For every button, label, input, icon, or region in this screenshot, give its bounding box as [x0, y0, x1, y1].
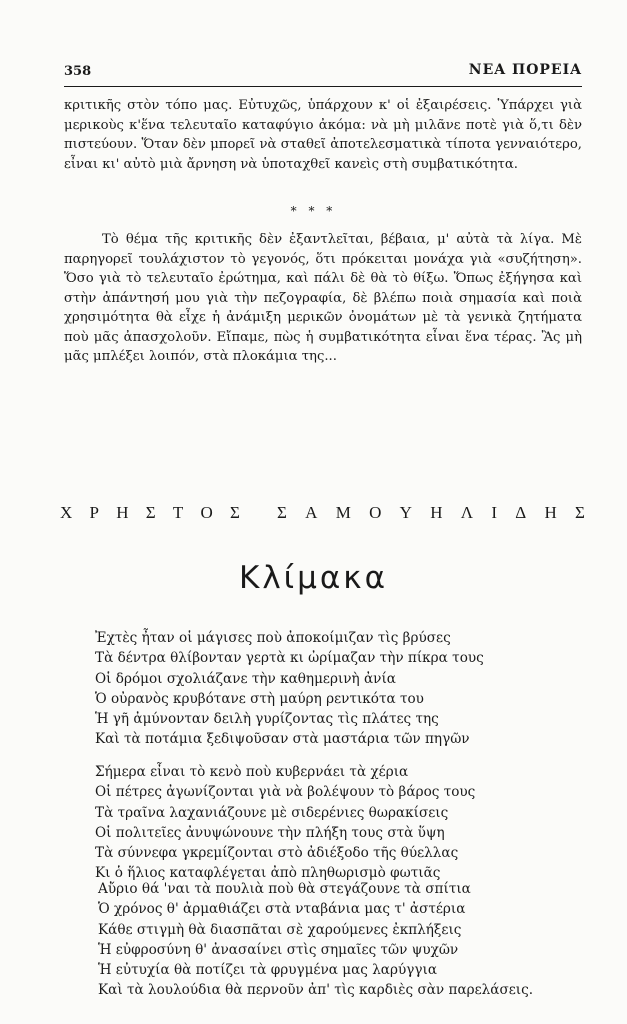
poem-stanza-2: [95, 762, 595, 884]
author-letter: Χ: [60, 503, 73, 522]
author-letter: Υ: [399, 503, 412, 522]
author-letter: Η: [116, 503, 129, 522]
poem-line: Ἐχτὲς ἦταν οἱ μάγισες ποὺ ἀποκοίμιζαν τὶς βρύσες: [95, 630, 451, 646]
author-letter: Η: [430, 503, 443, 522]
paragraph-text: Τὸ θέμα τῆς κριτικῆς δὲν ἐξαντλεῖται, βέβαια, μ' αὐτὰ τὰ λίγα. Μὲ παρηγορεῖ τουλάχιστον τὸ γεγονός, ὅτι πρόκειται μονάχα γιὰ «συζήτηση». Ὅσο γιὰ τὸ τελευταῖο ἐρώτημα, καὶ πάλι δὲ θὰ τὸ θίξω. Ὅπως ἐξήγησα καὶ στὴν ἀπάντησή μου γιὰ τὴν πεζογραφία, δὲ βλέπω ποιὰ σημασία καὶ ποιὰ χρησιμότητα θὰ εἶχε ἡ ἀνάμιξη μερικῶν ὀνομάτων μὲ τὰ γενικὰ ζητήματα ποὺ μᾶς ἀπασχολοῦν. Εἴπαμε, πὼς ἡ συμβατικότητα εἶναι ἕνα τέρας. Ἂς μὴ μᾶς μπλέξει λοιπόν, στὰ πλοκάμια της...: [64, 232, 582, 364]
poem-line: Ἡ εὐφροσύνη θ' ἀνασαίνει στὶς σημαῖες τῶν ψυχῶν: [98, 941, 459, 958]
author-letter: Δ: [515, 503, 527, 522]
poem-line: Καὶ τὰ ποτάμια ξεδιψοῦσαν στὰ μαστάρια τῶν πηγῶν: [95, 731, 470, 748]
paragraph-text: κριτικῆς στὸν τόπο μας. Εὐτυχῶς, ὑπάρχουν κ' οἱ ἐξαιρέσεις. Ὑπάρχει γιὰ μερικοὺς κ'ἕνα τελευταῖο καταφύγιο ἀκόμα: νὰ μὴ μιλᾶνε ποτὲ γιὰ ὅ,τι δὲν πιστεύουν. Ὅταν δὲν μπορεῖ νὰ σταθεῖ ἀποτελεσματικὰ τίποτα γενναιότερο, εἶναι κι' αὐτὸ μιὰ ἄρνηση νὰ ὑποταχθεῖ κανεὶς στὴ συμβατικότητα.: [64, 98, 582, 172]
page-header: [64, 60, 582, 87]
poem-line: Τὰ δέντρα θλίβονταν γερτὰ κι ὠρίμαζαν τὴν πίκρα τους: [95, 650, 484, 667]
author-letter: Τ: [172, 503, 184, 522]
poem-line: Τὰ τραῖνα λαχανιάζουνε μὲ σιδερένιες θωρακίσεις: [95, 804, 449, 821]
author-letter: Σ: [145, 503, 156, 522]
running-title: ΝΕΑ ΠΟΡΕΙΑ: [468, 62, 582, 78]
poem-line: Καὶ τὰ λουλούδια θὰ περνοῦν ἀπ' τὶς καρδιὲς σὰν παρελάσεις.: [98, 982, 534, 999]
author-letter: Ο: [369, 503, 382, 522]
poem-title: Κλίμακα: [238, 560, 389, 596]
author-letter: Ο: [200, 503, 213, 522]
author-first-name: [60, 503, 240, 523]
poem-line: Τὰ σύννεφα γκρεμίζονται στὸ ἀδιέξοδο τῆς θύελλας: [95, 845, 459, 862]
section-separator: * * *: [290, 204, 337, 218]
author-letter: Λ: [460, 503, 474, 522]
author-letter: Σ: [277, 503, 287, 522]
poem-stanza-1: [95, 628, 595, 750]
poem-line: Οἱ δρόμοι σχολιάζανε τὴν καθημερινὴ ἀνία: [95, 670, 396, 687]
author-letter: Ι: [491, 503, 498, 522]
poem-line: Ἡ γῆ ἀμύνονταν δειλὴ γυρίζοντας τὶς πλάτες της: [95, 711, 439, 728]
author-letter: Μ: [335, 503, 351, 522]
essay-paragraph-2: [64, 230, 582, 367]
poem-line: Οἱ πέτρες ἀγωνίζονται γιὰ νὰ βολέψουν τὸ βάρος τους: [95, 784, 476, 801]
poem-line: Αὔριο θά 'ναι τὰ πουλιὰ ποὺ θὰ στεγάζουνε τὰ σπίτια: [98, 881, 471, 897]
author-letter: Α: [305, 503, 318, 522]
poem-line: Κι ὁ ἥλιος καταφλέγεται ἀπὸ πληθωρισμὸ φωτιᾶς: [95, 865, 441, 882]
author-letter: Ρ: [89, 503, 99, 522]
poem-line: Ὁ χρόνος θ' ἀρμαθιάζει στὰ νταβάνια μας τ' ἀστέρια: [98, 901, 466, 918]
poem-line: Σήμερα εἶναι τὸ κενὸ ποὺ κυβερνάει τὰ χέρια: [95, 764, 409, 780]
poem-line: Οἱ πολιτεῖες ἀνυψώνουνε τὴν πλήξη τους στὰ ὕψη: [95, 824, 445, 841]
author-letter: Σ: [230, 503, 240, 522]
poem-stanza-3: [98, 879, 598, 1001]
page-number: 358: [64, 64, 92, 79]
poem-line: Ὁ οὐρανὸς κρυβότανε στὴ μαύρη ρεντικότα του: [95, 690, 424, 707]
author-letter: Σ: [575, 503, 585, 522]
poem-line: Κάθε στιγμὴ θὰ διασπᾶται σὲ χαρούμενες ἐκπλήξεις: [98, 921, 462, 938]
poem-author: [60, 503, 585, 523]
author-last-name: [277, 503, 585, 523]
author-letter: Η: [544, 503, 557, 522]
poem-line: Ἡ εὐτυχία θὰ ποτίζει τὰ φρυγμένα μας λαρύγγια: [98, 962, 438, 979]
essay-paragraph-1: [64, 96, 582, 174]
